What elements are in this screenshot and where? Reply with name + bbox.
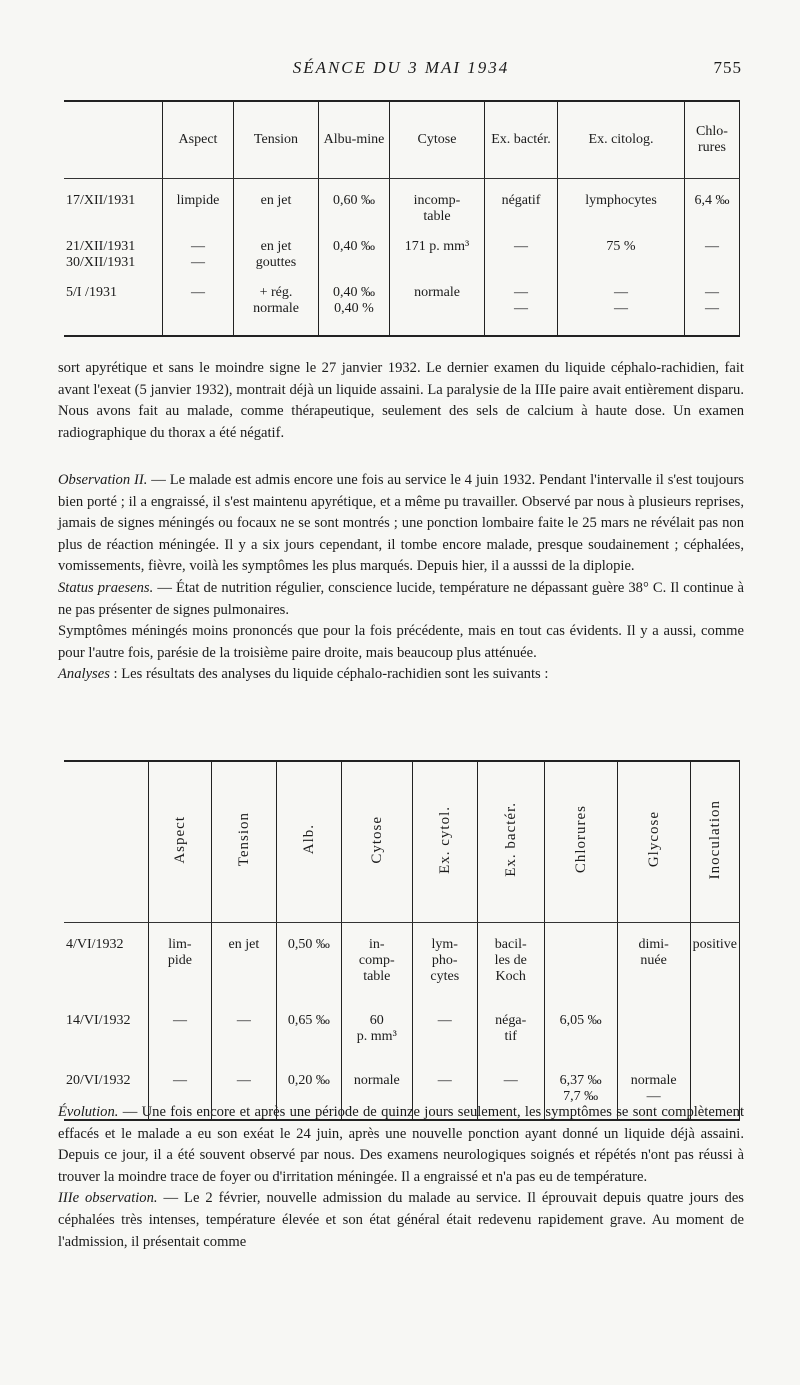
t2-header: Glycose	[645, 811, 662, 868]
t2-cell-line: 0,50 ‰	[287, 937, 330, 952]
t1-cell-line: —	[614, 285, 628, 300]
t2-cell-line	[620, 1013, 688, 1029]
obs2-paragraph	[58, 470, 744, 578]
t2-cell-line: dimi-	[638, 937, 669, 952]
t2-cell-line	[693, 1073, 737, 1089]
t2-cell-line: en jet	[228, 937, 260, 952]
t1-cell-line: —	[705, 239, 719, 254]
t1-header: Aspect	[163, 101, 234, 179]
t1-cell-line: 171 p. mm³	[404, 239, 470, 254]
t2-cell	[412, 999, 477, 1059]
t2-cell	[64, 999, 148, 1059]
t1-cell	[485, 225, 558, 271]
t2-cell-line: table	[363, 969, 391, 984]
t1-cell-line: —	[705, 285, 719, 300]
t2-cell-line: 0,20 ‰	[287, 1073, 330, 1088]
obs2-lead: Observation II.	[58, 472, 148, 488]
t1-header: Ex. bactér.	[485, 101, 558, 179]
t1-cell	[319, 179, 390, 226]
analyses-text: : Les résultats des analyses du liquide céphalo-rachidien sont les suivants :	[109, 666, 549, 683]
t2-cell-line: nuée	[640, 953, 667, 968]
t1-cell-line: 0,40 %	[334, 301, 374, 316]
t1-header-date	[64, 101, 163, 179]
t2-cell	[276, 999, 341, 1059]
t2-cell-line: pide	[167, 953, 192, 968]
t2-cell-line	[547, 937, 615, 953]
t2-cell	[211, 999, 276, 1059]
t2-cell	[64, 923, 148, 1000]
t2-cell-line: p. mm³	[356, 1029, 397, 1044]
observation-2	[58, 470, 744, 686]
t2-header: Tension	[235, 812, 252, 867]
evolution-text: — Une fois encore et après une période de quinze jours seulement, les symptômes se sont complètement effacés et le malade a eu son exéat le 24 juin, après une nouvelle ponction ayant donné un liquide déjà assaini. Depuis ce jour, il a été souvent observé par nous. Des examens neurologiques soignés et répétés n'ont pas réussi à trouver la moindre trace de foyer ou d'irritation méningée. Il a engraissé et n'a pas eu de température.	[58, 1104, 744, 1185]
t2-cell	[544, 923, 617, 1000]
t2-cell-line: lim-	[168, 937, 192, 952]
t2-cell	[544, 999, 617, 1059]
t2-header: Aspect	[171, 815, 188, 864]
t1-cell-line: limpide	[176, 193, 220, 208]
t1-row	[64, 179, 740, 226]
t2-cell-line: 6,05 ‰	[559, 1013, 602, 1028]
csf-table-2	[64, 760, 740, 1121]
t1-cell	[390, 179, 485, 226]
t2-cell-line: —	[646, 1089, 661, 1104]
t1-cell-line: lymphocytes	[585, 193, 657, 208]
t2-cell-line: —	[172, 1073, 187, 1088]
t1-cell	[319, 271, 390, 336]
t1-cell-line: —	[705, 301, 719, 316]
t2-cell-line: normale	[630, 1073, 677, 1088]
t1-cell	[319, 225, 390, 271]
t2-cell-line: cytes	[430, 969, 460, 984]
t2-cell	[148, 999, 211, 1059]
paragraph-text: sort apyrétique et sans le moindre signe le 27 janvier 1932. Le dernier examen du liquide céphalo-rachidien, fait avant l'exeat (5 janvier 1932), montrait déjà un liquide assaini. La paralysie de la IIIe paire avait entièrement disparu. Nous avons fait au malade, comme thérapeutique, seulement des sels de calcium à haute dose. Un examen radiographique du thorax a été négatif.	[58, 360, 744, 441]
evolution-section	[58, 1102, 744, 1253]
t1-header: Tension	[234, 101, 319, 179]
t1-cell-line: gouttes	[255, 255, 297, 270]
csf-table-1	[64, 100, 740, 337]
t2-cell-line: pho-	[431, 953, 458, 968]
page-number: 755	[713, 58, 742, 77]
t1-cell	[163, 225, 234, 271]
t1-cell-line: table	[423, 209, 451, 224]
t2-cell-line: tif	[504, 1029, 517, 1044]
symptoms-paragraph: Symptômes méningés moins prononcés que pour la fois précédente, mais en tout cas évidents. Il y a aussi, comme pour l'autre fois, parésie de la troisième paire droite, mais beaucoup plus atténuée.	[58, 623, 744, 661]
t1-cell-line: en jet	[260, 193, 292, 208]
t2-cell	[617, 999, 690, 1059]
t1-row	[64, 271, 740, 336]
t2-cell-line: 7,7 ‰	[563, 1089, 599, 1104]
t1-cell-line: —	[191, 239, 205, 254]
t1-cell-line: 21/XII/1931	[66, 239, 136, 254]
running-head-title: SÉANCE DU 3 MAI 1934	[292, 58, 510, 77]
t1-cell	[234, 271, 319, 336]
t2-cell	[341, 999, 412, 1059]
t1-header: Chlo-rures	[685, 101, 740, 179]
t1-cell-line: + rég.	[259, 285, 293, 300]
t1-cell-line: normale	[414, 285, 460, 300]
t2-cell-line: néga-	[495, 1013, 527, 1028]
obs2-text: — Le malade est admis encore une fois au service le 4 juin 1932. Pendant l'intervalle il s'est toujours bien porté ; il a engraissé, il s'est maintenu apyrétique, et a même pu travailler. Observé par nous à plusieurs reprises, jamais de signes méningés ou focaux ne se sont montrés ; une ponction lombaire faite le 25 mars ne révélait pas non plus de réaction méningée. Il y a six jours cependant, il tombe encore malade, presque soudainement ; céphalées, vomissements, fièvre, voilà les symptômes les plus marqués. Depuis hier, il a ausssi de la diplopie.	[58, 472, 744, 575]
t1-cell-line: —	[614, 301, 628, 316]
status-paragraph	[58, 578, 744, 621]
t2-cell	[412, 923, 477, 1000]
t1-cell-line: 5/I /1931	[66, 285, 117, 300]
t2-cell	[477, 923, 544, 1000]
t1-cell-line: 6,4 ‰	[694, 193, 730, 208]
t1-cell	[558, 179, 685, 226]
t1-header: Ex. citolog.	[558, 101, 685, 179]
analyses-paragraph	[58, 664, 744, 686]
t1-cell	[558, 271, 685, 336]
t1-cell	[64, 225, 163, 271]
obs3-text: — Le 2 février, nouvelle admission du malade au service. Il éprouvait depuis quatre jours des céphalées très intenses, température élevée et son état général était redevenu rapidement grave. Au moment de l'admission, il présentait comme	[58, 1190, 744, 1250]
t2-cell-line: 6,37 ‰	[559, 1073, 602, 1088]
t2-cell	[690, 999, 739, 1059]
t2-cell-line: 0,65 ‰	[287, 1013, 330, 1028]
t2-cell-line: 14/VI/1932	[66, 1013, 131, 1028]
t2-cell	[477, 999, 544, 1059]
t1-cell-line: —	[191, 285, 205, 300]
t1-cell-line: 17/XII/1931	[66, 193, 136, 208]
t1-cell-line: —	[191, 255, 205, 270]
t2-cell-line: Koch	[495, 969, 526, 984]
obs3-lead: IIIe observation.	[58, 1190, 158, 1207]
t2-header: Cytose	[368, 815, 385, 864]
t2-cell-line	[693, 1013, 737, 1029]
t1-row	[64, 225, 740, 271]
running-head	[60, 58, 742, 82]
t1-header: Albu-mine	[319, 101, 390, 179]
evolution-lead: Évolution.	[58, 1104, 119, 1120]
t2-cell	[690, 923, 739, 1000]
t2-cell-line: les de	[494, 953, 527, 968]
t1-cell-line: négatif	[501, 193, 541, 208]
t2-cell-line: —	[236, 1013, 251, 1028]
t2-cell-line: —	[172, 1013, 187, 1028]
t2-row	[64, 923, 740, 1000]
t2-cell-line: normale	[353, 1073, 400, 1088]
t1-cell	[485, 271, 558, 336]
t2-cell-line: —	[503, 1073, 518, 1088]
t1-cell	[485, 179, 558, 226]
t1-cell	[234, 225, 319, 271]
t1-cell-line: normale	[253, 301, 299, 316]
status-text: — État de nutrition régulier, conscience lucide, température ne dépassant guère 38° C. Il continue à ne pas présenter de signes pulmonaires.	[58, 579, 745, 618]
t1-cell-line: 0,40 ‰	[333, 239, 375, 254]
t2-cell	[617, 923, 690, 1000]
evolution-paragraph	[58, 1102, 744, 1188]
t1-cell-line: incomp-	[413, 193, 461, 208]
t2-cell-line: —	[437, 1073, 452, 1088]
t2-cell-line: positive	[692, 937, 737, 952]
t1-cell	[390, 271, 485, 336]
t1-cell	[390, 225, 485, 271]
t2-cell-line: in-	[369, 937, 385, 952]
t1-cell-line: —	[514, 239, 528, 254]
t1-cell-line: —	[514, 301, 528, 316]
t1-cell	[685, 179, 740, 226]
t2-cell	[211, 923, 276, 1000]
t2-cell-line: comp-	[358, 953, 395, 968]
t2-cell	[276, 923, 341, 1000]
t1-cell-line: en jet	[260, 239, 292, 254]
t2-header: Chlorures	[572, 805, 589, 874]
t1-cell	[234, 179, 319, 226]
t2-header-date	[64, 761, 148, 923]
t2-header: Inoculation	[706, 799, 723, 880]
t2-cell-line: 20/VI/1932	[66, 1073, 131, 1088]
t2-cell-line: —	[437, 1013, 452, 1028]
t2-row	[64, 999, 740, 1059]
t1-cell	[558, 225, 685, 271]
t2-cell	[148, 923, 211, 1000]
t2-cell-line: bacil-	[494, 937, 527, 952]
t1-cell-line: 0,40 ‰	[333, 285, 375, 300]
t2-body	[64, 923, 740, 1121]
t1-cell-line: 0,60 ‰	[333, 193, 375, 208]
t2-cell-line: —	[236, 1073, 251, 1088]
paragraph-discharge	[58, 358, 744, 444]
t2-cell-line: lym-	[431, 937, 458, 952]
t2-cell-line: 60	[369, 1013, 384, 1028]
t1-cell-line: 75 %	[606, 239, 636, 254]
t2-cell-line: 4/VI/1932	[66, 937, 124, 952]
status-lead: Status praesens.	[58, 579, 154, 596]
t1-cell-line: —	[514, 285, 528, 300]
t1-cell	[64, 271, 163, 336]
obs3-paragraph	[58, 1188, 744, 1253]
t2-header: Ex. cytol.	[436, 805, 453, 874]
t1-cell	[685, 271, 740, 336]
t1-cell-line: 30/XII/1931	[66, 255, 136, 270]
t2-header: Ex. bactér.	[502, 802, 519, 877]
t1-body	[64, 179, 740, 337]
t1-cell	[163, 179, 234, 226]
t1-cell	[163, 271, 234, 336]
t1-header: Cytose	[390, 101, 485, 179]
analyses-lead: Analyses	[58, 666, 110, 683]
t2-cell	[341, 923, 412, 1000]
t1-cell	[64, 179, 163, 226]
t1-cell	[685, 225, 740, 271]
t2-header: Alb.	[300, 824, 317, 855]
